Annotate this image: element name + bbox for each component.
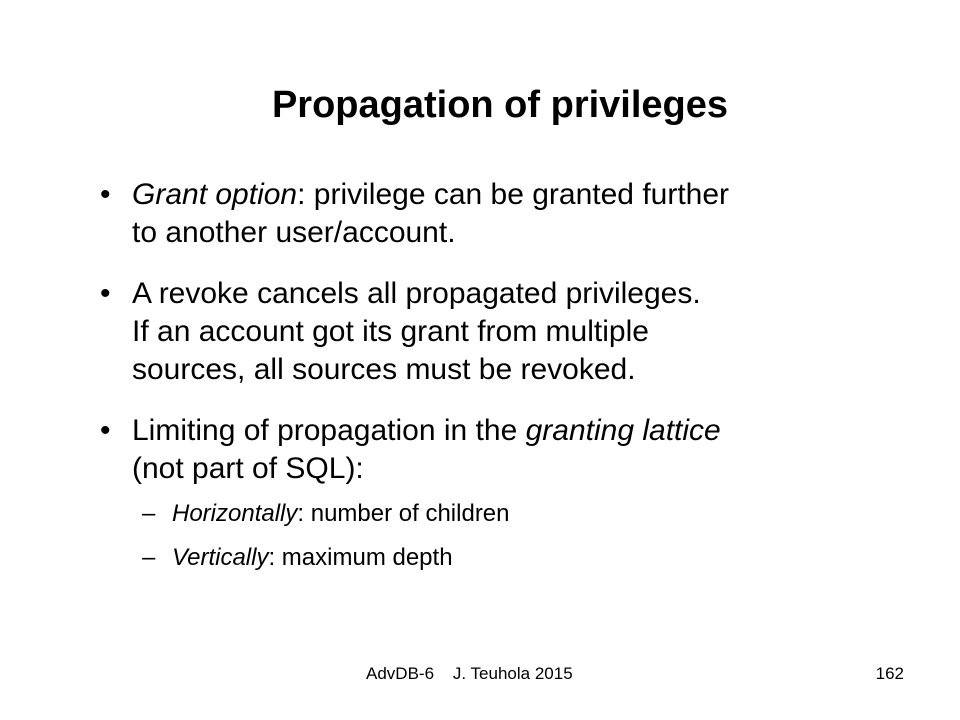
- footer-course-author: AdvDB-6 J. Teuhola 2015: [366, 664, 573, 683]
- bullet-text: : privilege can be granted further: [297, 178, 730, 211]
- sub-marker: –: [142, 500, 156, 527]
- bullet-line: sources, all sources must be revoked.: [132, 353, 636, 386]
- sub-item-vertically: [142, 543, 920, 573]
- bullet-list: [100, 176, 920, 587]
- bullet-marker: •: [100, 414, 111, 447]
- bullet-marker: •: [100, 178, 111, 211]
- bullet-revoke: [100, 275, 920, 389]
- sub-marker: –: [142, 544, 156, 571]
- sub-bullet-list: [132, 499, 920, 573]
- sub-item-text: : maximum depth: [268, 544, 453, 571]
- bullet-line: (not part of SQL):: [132, 452, 364, 485]
- sub-item-horizontally: [142, 499, 920, 529]
- bullet-text: Limiting of propagation in the: [132, 414, 526, 447]
- bullet-marker: •: [100, 277, 111, 310]
- bullet-line: If an account got its grant from multiple: [132, 315, 649, 348]
- term-granting-lattice: granting lattice: [525, 414, 721, 447]
- term-vertically: Vertically: [172, 544, 269, 571]
- sub-item-text: : number of children: [297, 500, 510, 527]
- bullet-line: to another user/account.: [132, 216, 456, 249]
- bullet-line: [132, 176, 920, 214]
- bullet-line: [132, 412, 920, 450]
- term-horizontally: Horizontally: [172, 500, 298, 527]
- term-grant-option: Grant option: [132, 178, 298, 211]
- footer-page-number: 162: [875, 664, 904, 683]
- bullet-limiting: [100, 412, 920, 573]
- slide-title: Propagation of privileges: [271, 84, 729, 126]
- bullet-line: A revoke cancels all propagated privileges.: [132, 277, 701, 310]
- bullet-grant-option: [100, 176, 920, 252]
